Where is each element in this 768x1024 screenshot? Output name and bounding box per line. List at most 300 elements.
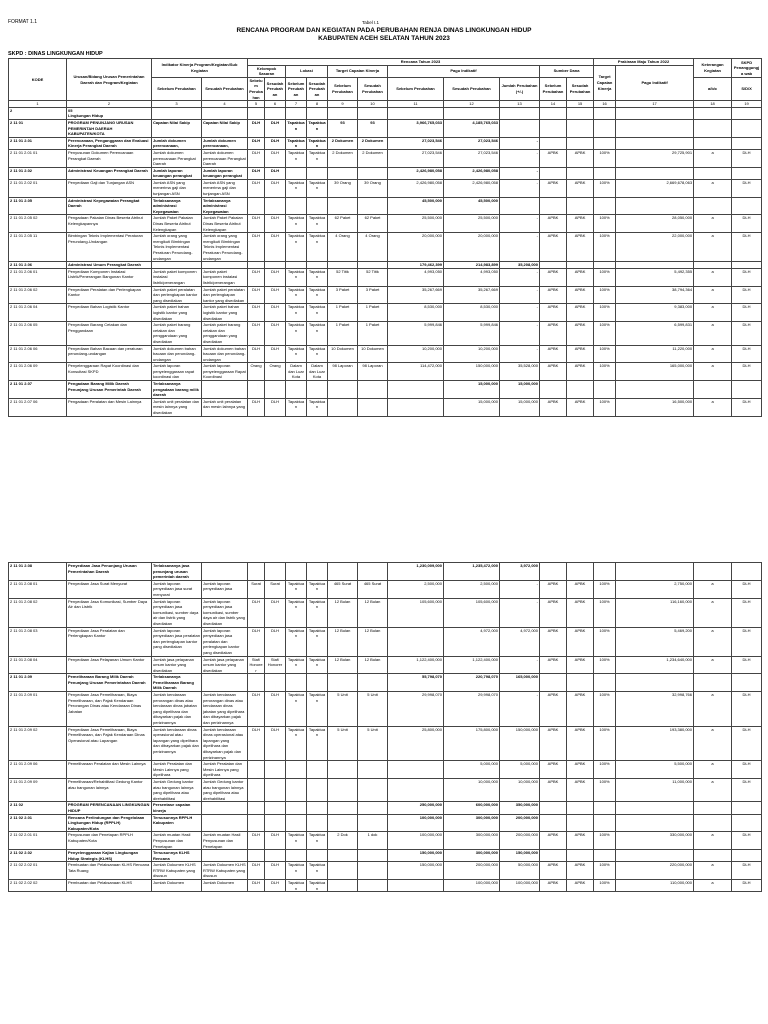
cell-name: Penyediaan Jasa Pelayanan Umum Kantor xyxy=(67,656,152,674)
cell-budget-change: - xyxy=(500,304,540,322)
header-sesudah: Sesudah Perubahan xyxy=(202,77,248,100)
cell-indicator-before: Jumlah kendaraan perorangan dinas atau kendaraan dinas jabatan yang dipelihara dan dibayarkan pajak dan perizinannya xyxy=(152,692,202,727)
cell-target-capaian xyxy=(594,119,616,137)
cell-fund-before: APBK xyxy=(540,832,567,850)
cell-skpd: DLH xyxy=(732,149,762,167)
header-target-capaian: Target Capaian Kinerja xyxy=(594,65,616,101)
cell-fund-before: APBK xyxy=(540,692,567,727)
cell-skpd: DLH xyxy=(732,233,762,262)
cell-location-after: Tapaktuan xyxy=(307,286,328,304)
cell-name: Penyediaan Jasa Surat Menyurat xyxy=(67,580,152,598)
cell-name: Penyediaan Jasa Penunjang Urusan Pemerintahan Daerah xyxy=(67,563,152,581)
cell-budget-change: - xyxy=(500,580,540,598)
cell-budget-after: 1,235,472,000 xyxy=(444,563,500,581)
cell-indicator-before: Jumlah laporan penyelenggaraan rapat koordinasi dan xyxy=(152,363,202,381)
cell-keterangan xyxy=(694,802,732,814)
table-row xyxy=(9,563,762,581)
cell-keterangan xyxy=(694,137,732,149)
cell-location-after: Dalam dan Luar Kota xyxy=(307,363,328,381)
cell-location-after: Tapaktuan xyxy=(307,345,328,363)
cell-group-before: DLH xyxy=(248,322,265,345)
cell-budget-before: 55,798,070 xyxy=(388,674,444,692)
cell-code: 2 11 01 2.08 03 xyxy=(9,627,67,656)
cell-keterangan xyxy=(694,107,732,119)
cell-target-after: 1 Paket xyxy=(358,304,388,322)
cell-name: Pembuatan dan Pelaksanaan KLHS xyxy=(67,880,152,892)
cell-skpd xyxy=(732,137,762,149)
cell-location-after: Tapaktuan xyxy=(307,398,328,416)
cell-pagu-indikatif xyxy=(616,262,694,269)
cell-keterangan: a xyxy=(694,268,732,286)
cell-group-before xyxy=(248,674,265,692)
cell-location-after xyxy=(307,761,328,779)
cell-indicator-before: Jumlah dokumen bahan bacaan dan perundang-undangan xyxy=(152,345,202,363)
cell-group-after: DLH xyxy=(265,345,286,363)
cell-skpd: DLH xyxy=(732,692,762,727)
cell-group-after: DLH xyxy=(265,215,286,233)
cell-budget-change: 200,000,000 xyxy=(500,832,540,850)
table-row xyxy=(9,580,762,598)
cell-target-before xyxy=(328,674,358,692)
cell-location-before: Tapaktuan xyxy=(286,598,307,627)
cell-target-capaian xyxy=(594,381,616,399)
table-body xyxy=(9,563,762,892)
cell-indicator-before: Jumlah Dokumen xyxy=(152,880,202,892)
cell-name: Penyediaan Bahan Bacaan dan peraturan perundang-undangan xyxy=(67,345,152,363)
cell-skpd xyxy=(732,381,762,399)
cell-budget-before: 4,993,050 xyxy=(388,268,444,286)
cell-location-after xyxy=(307,262,328,269)
header-rencana: Rencana Tahun 2023 xyxy=(248,59,594,66)
cell-budget-change: - xyxy=(500,345,540,363)
header-pagu: Pagu Indikatif xyxy=(388,65,540,77)
cell-budget-after: 1,122,400,000 xyxy=(444,656,500,674)
cell-skpd xyxy=(732,262,762,269)
cell-fund-before: APBK xyxy=(540,726,567,761)
cell-keterangan: a xyxy=(694,345,732,363)
cell-fund-after xyxy=(567,814,594,832)
cell-keterangan: a xyxy=(694,598,732,627)
cell-name: Pemeliharaan/Rehabilitasi Gedung Kantor atau bangunan lainnya xyxy=(67,778,152,801)
cell-pagu-indikatif: 5,500,000 xyxy=(616,761,694,779)
cell-name: Penyediaan Gaji dan Tunjangan ASN xyxy=(67,179,152,197)
cell-name: Pengadaan Peralatan dan Mesin Lainnya xyxy=(67,398,152,416)
cell-budget-after: 5,000,000 xyxy=(444,761,500,779)
table-row xyxy=(9,197,762,215)
cell-target-capaian: 100% xyxy=(594,832,616,850)
cell-budget-before: 100,000,000 xyxy=(388,814,444,832)
cell-target-after xyxy=(358,862,388,880)
cell-name: PROGRAM PENUNJANG URUSAN PEMERINTAH DAERAH KABUPATEN/KOTA xyxy=(67,119,152,137)
cell-group-before: DLH xyxy=(248,304,265,322)
cell-fund-after xyxy=(567,197,594,215)
cell-fund-before: APBK xyxy=(540,286,567,304)
cell-group-before: DLH xyxy=(248,233,265,262)
cell-keterangan: a xyxy=(694,627,732,656)
cell-indicator-before: Capaian Nilai Sakip xyxy=(152,119,202,137)
cell-location-after: Tapaktuan xyxy=(307,726,328,761)
document-subtitle: KABUPATEN ACEH SELATAN TAHUN 2023 xyxy=(318,35,450,42)
cell-pagu-indikatif: 11,220,000 xyxy=(616,345,694,363)
cell-skpd: DLH xyxy=(732,726,762,761)
cell-fund-before xyxy=(540,381,567,399)
cell-budget-change: 5,000,000 xyxy=(500,761,540,779)
cell-target-before: 98 Laporan xyxy=(328,363,358,381)
table-row xyxy=(9,179,762,197)
header-sesudah: Sesudah Perubahan xyxy=(265,77,286,100)
cell-budget-change: - xyxy=(500,167,540,179)
cell-budget-after: 4,993,050 xyxy=(444,268,500,286)
cell-name: Penyediaan Komponen Instalasi Listrik/Penerangan Bangunan Kantor xyxy=(67,268,152,286)
cell-budget-after: 200,000,000 xyxy=(444,862,500,880)
cell-location-before xyxy=(286,674,307,692)
cell-budget-after: 100,000,000 xyxy=(444,880,500,892)
cell-skpd xyxy=(732,107,762,119)
cell-keterangan xyxy=(694,262,732,269)
cell-target-capaian xyxy=(594,814,616,832)
cell-target-capaian: 100% xyxy=(594,179,616,197)
cell-fund-before xyxy=(540,119,567,137)
cell-budget-after: 175,800,000 xyxy=(444,726,500,761)
cell-name: Penyediaan Jasa Pemeliharaan, Biaya Pemeliharaan, dan Pajak Kendaraan Dinas Operasional atau Lapangan xyxy=(67,726,152,761)
table-row xyxy=(9,363,762,381)
cell-group-before xyxy=(248,850,265,862)
cell-target-capaian: 100% xyxy=(594,215,616,233)
cell-fund-after: APBK xyxy=(567,580,594,598)
cell-group-before xyxy=(248,761,265,779)
cell-skpd xyxy=(732,674,762,692)
cell-budget-after xyxy=(444,107,500,119)
cell-keterangan xyxy=(694,814,732,832)
cell-skpd: DLH xyxy=(732,179,762,197)
cell-code: 2 11 01 xyxy=(9,119,67,137)
cell-pagu-indikatif xyxy=(616,167,694,179)
index-cell: 9 xyxy=(328,101,358,108)
cell-location-before xyxy=(286,802,307,814)
cell-target-capaian xyxy=(594,802,616,814)
cell-budget-before: 3,966,765,033 xyxy=(388,119,444,137)
cell-target-capaian: 100% xyxy=(594,363,616,381)
cell-keterangan: a xyxy=(694,179,732,197)
cell-target-capaian xyxy=(594,262,616,269)
cell-target-capaian xyxy=(594,850,616,862)
cell-target-capaian: 100% xyxy=(594,286,616,304)
cell-skpd: DLH xyxy=(732,761,762,779)
cell-target-after xyxy=(358,761,388,779)
table-row xyxy=(9,233,762,262)
cell-indicator-before: Jumlah paket peralatan dan perlengkapan kantor yang disediakan xyxy=(152,286,202,304)
cell-budget-after: 10,200,000 xyxy=(444,345,500,363)
cell-skpd xyxy=(732,814,762,832)
cell-name: PROGRAM PERENCANAAN LINGKUNGAN HIDUP xyxy=(67,802,152,814)
cell-indicator-before: Jumlah Gedung kantor atau bangunan lainnya yang dipelihara atau direhabilitasi xyxy=(152,778,202,801)
cell-group-after: DLH xyxy=(265,304,286,322)
cell-indicator-after: Jumlah kendaraan dinas operasional atau lapangan yang dipelihara dan dibayarkan pajak dan perizinannya xyxy=(202,726,248,761)
cell-indicator-before: Jumlah orang yang mengikuti Bimbingan Teknis Implementasi Peraturan Perundang-undangan xyxy=(152,233,202,262)
header-keterangan: Keterangan Kegiatan xyxy=(694,59,732,78)
cell-location-before: Tapaktuan xyxy=(286,119,307,137)
cell-code: 2 11 01 2.07 06 xyxy=(9,398,67,416)
cell-indicator-after: Jumlah laporan penyediaan jasa xyxy=(202,580,248,598)
cell-fund-before: APBK xyxy=(540,862,567,880)
cell-skpd xyxy=(732,167,762,179)
header-sesudah: Sesudah Perubahan xyxy=(567,77,594,100)
cell-target-before: 1 Paket xyxy=(328,322,358,345)
cell-code: 2 11 01 2.06 02 xyxy=(9,286,67,304)
cell-fund-after: APBK xyxy=(567,778,594,801)
cell-code: 2 11 01 2.09 01 xyxy=(9,692,67,727)
cell-target-after xyxy=(358,563,388,581)
cell-skpd: DLH xyxy=(732,363,762,381)
cell-budget-after: 10,000,000 xyxy=(444,778,500,801)
cell-pagu-indikatif: 29,725,901 xyxy=(616,149,694,167)
cell-group-before: DLH xyxy=(248,137,265,149)
cell-indicator-after: Terlaksananya administrasi Kepegawaian xyxy=(202,197,248,215)
cell-indicator-before: Jumlah Dokumen KLHS RTRW Kabupaten yang disusun xyxy=(152,862,202,880)
cell-name: Administrasi Umum Perangkat Daerah xyxy=(67,262,152,269)
cell-keterangan xyxy=(694,381,732,399)
cell-fund-before: APBK xyxy=(540,627,567,656)
cell-pagu-indikatif xyxy=(616,850,694,862)
cell-skpd: DLH xyxy=(732,215,762,233)
cell-target-capaian: 100% xyxy=(594,656,616,674)
cell-target-after: 465 Surat xyxy=(358,580,388,598)
table-row xyxy=(9,107,762,119)
cell-target-before xyxy=(328,197,358,215)
cell-fund-before xyxy=(540,814,567,832)
table-row xyxy=(9,262,762,269)
index-cell: 15 xyxy=(567,101,594,108)
cell-budget-after: 35,267,669 xyxy=(444,286,500,304)
table-row xyxy=(9,726,762,761)
cell-code: 2 11 01 2.06 09 xyxy=(9,363,67,381)
cell-indicator-after: Jumlah laporan keuangan perangkat xyxy=(202,167,248,179)
cell-location-before xyxy=(286,107,307,119)
cell-target-after: 3 Paket xyxy=(358,286,388,304)
cell-fund-after: APBK xyxy=(567,363,594,381)
cell-target-before: 4 Orang xyxy=(328,233,358,262)
cell-target-capaian: 100% xyxy=(594,322,616,345)
cell-target-capaian: 100% xyxy=(594,598,616,627)
cell-budget-before: 150,000,000 xyxy=(388,862,444,880)
cell-indicator-after: Jumlah unit peralatan dan mesin lainnya yang xyxy=(202,398,248,416)
cell-target-before xyxy=(328,761,358,779)
cell-group-before xyxy=(248,107,265,119)
cell-budget-before: 25,800,000 xyxy=(388,726,444,761)
cell-keterangan: a xyxy=(694,304,732,322)
cell-indicator-after: Jumlah Paket Pakaian Dinas Beserta Atribut Kelengkapan xyxy=(202,215,248,233)
cell-skpd: DLH xyxy=(732,286,762,304)
cell-fund-after: APBK xyxy=(567,726,594,761)
cell-fund-after: APBK xyxy=(567,598,594,627)
cell-budget-change: 15,000,000 xyxy=(500,381,540,399)
cell-code: 2 11 01 2.08 02 xyxy=(9,598,67,627)
cell-code: 2 11 02 xyxy=(9,802,67,814)
cell-group-before: DLH xyxy=(248,880,265,892)
cell-target-before xyxy=(328,563,358,581)
cell-code: 2 11 02 2.02 01 xyxy=(9,862,67,880)
cell-location-after: Tapaktuan xyxy=(307,580,328,598)
cell-group-before: DLH xyxy=(248,832,265,850)
cell-skpd: DLH xyxy=(732,304,762,322)
cell-fund-before: APBK xyxy=(540,880,567,892)
cell-indicator-after: Jumlah paket komponen instalasi listrik/penerangan xyxy=(202,268,248,286)
table-row xyxy=(9,627,762,656)
cell-location-after: Tapaktuan xyxy=(307,322,328,345)
header-sebelum: Sebelum Perubahan xyxy=(540,77,567,100)
cell-group-after xyxy=(265,197,286,215)
cell-group-before: DLH xyxy=(248,692,265,727)
cell-location-before xyxy=(286,814,307,832)
table-row xyxy=(9,761,762,779)
cell-group-after: DLH xyxy=(265,322,286,345)
table-row xyxy=(9,398,762,416)
cell-fund-after xyxy=(567,167,594,179)
cell-indicator-after: Jumlah ASN yang menerima gaji dan tunjangan ASN xyxy=(202,179,248,197)
index-cell: 12 xyxy=(444,101,500,108)
table-row xyxy=(9,778,762,801)
cell-budget-after: 105,600,000 xyxy=(444,598,500,627)
cell-pagu-indikatif: 330,000,000 xyxy=(616,832,694,850)
cell-fund-after xyxy=(567,381,594,399)
cell-indicator-after xyxy=(202,563,248,581)
cell-fund-after xyxy=(567,137,594,149)
cell-budget-before xyxy=(388,398,444,416)
cell-budget-after: 29,998,070 xyxy=(444,692,500,727)
cell-target-before: 465 Surat xyxy=(328,580,358,598)
header-sumber: Sumber Dana xyxy=(540,65,594,77)
cell-keterangan: a xyxy=(694,880,732,892)
cell-indicator-before: Jumlah dokumen perencanaan Perangkat Daerah xyxy=(152,149,202,167)
cell-location-after xyxy=(307,674,328,692)
cell-fund-before: APBK xyxy=(540,215,567,233)
cell-indicator-before: Jumlah laporan keuangan perangkat xyxy=(152,167,202,179)
cell-target-capaian: 100% xyxy=(594,880,616,892)
cell-location-before xyxy=(286,778,307,801)
header-indikator: Indikator Kinerja Program/Kegiatan/Sub Kegiatan xyxy=(152,59,248,78)
cell-budget-change xyxy=(500,197,540,215)
cell-skpd xyxy=(732,802,762,814)
cell-name: Penyelenggaraan Rapat Koordinasi dan Konsultasi SKPD xyxy=(67,363,152,381)
cell-location-after: Tapaktuan xyxy=(307,119,328,137)
cell-fund-after: APBK xyxy=(567,692,594,727)
cell-target-before xyxy=(328,381,358,399)
skpd-label: SKPD : DINAS LINGKUNGAN HIDUP xyxy=(8,51,103,57)
cell-indicator-after: Jumlah paket barang cetakan dan penggandaan yang disediakan xyxy=(202,322,248,345)
cell-pagu-indikatif: 6,599,831 xyxy=(616,322,694,345)
cell-code: 2 11 01 2.02 xyxy=(9,167,67,179)
cell-target-before: 12 Bulan xyxy=(328,598,358,627)
cell-indicator-before: Jumlah dokumen perencanaan, xyxy=(152,137,202,149)
cell-location-before: Dalam dan Luar Kota xyxy=(286,363,307,381)
cell-budget-after: 600,000,000 xyxy=(444,802,500,814)
cell-pagu-indikatif: 110,000,000 xyxy=(616,880,694,892)
cell-pagu-indikatif: 22,000,000 xyxy=(616,233,694,262)
cell-code: 2 11 01 2.05 11 xyxy=(9,233,67,262)
cell-budget-before: 105,600,000 xyxy=(388,598,444,627)
cell-location-before: Tapaktuan xyxy=(286,862,307,880)
cell-pagu-indikatif: 116,160,000 xyxy=(616,598,694,627)
cell-budget-change xyxy=(500,107,540,119)
table-number: Tabel I.1 xyxy=(362,20,380,25)
cell-group-after: DLH xyxy=(265,692,286,727)
cell-keterangan: a xyxy=(694,778,732,801)
cell-location-after: Tapaktuan xyxy=(307,880,328,892)
cell-pagu-indikatif xyxy=(616,197,694,215)
cell-fund-before: APBK xyxy=(540,268,567,286)
cell-keterangan xyxy=(694,563,732,581)
table-row xyxy=(9,268,762,286)
cell-fund-before: APBK xyxy=(540,598,567,627)
cell-location-before: Tapaktuan xyxy=(286,304,307,322)
cell-budget-after: 20,000,000 xyxy=(444,233,500,262)
cell-skpd: DLH xyxy=(732,322,762,345)
header-skpd: SKPD Penanggungja wab xyxy=(732,59,762,78)
table-row xyxy=(9,656,762,674)
cell-target-after: 12 Bulan xyxy=(358,656,388,674)
cell-location-after: Tapaktuan xyxy=(307,832,328,850)
cell-fund-after xyxy=(567,850,594,862)
cell-location-before xyxy=(286,761,307,779)
table-row xyxy=(9,850,762,862)
cell-budget-before xyxy=(388,107,444,119)
cell-budget-before xyxy=(388,880,444,892)
cell-target-before xyxy=(328,814,358,832)
cell-budget-change: 4,972,000 xyxy=(500,627,540,656)
cell-fund-before xyxy=(540,137,567,149)
cell-budget-after: 4,972,000 xyxy=(444,627,500,656)
cell-target-before: 5 Unit xyxy=(328,726,358,761)
cell-group-before xyxy=(248,802,265,814)
cell-group-after: DLH xyxy=(265,179,286,197)
table-row xyxy=(9,167,762,179)
cell-budget-before: 1,122,400,000 xyxy=(388,656,444,674)
cell-fund-after: APBK xyxy=(567,149,594,167)
cell-indicator-before: Jumlah paket bahan logistik kantor yang disediakan xyxy=(152,304,202,322)
cell-target-before xyxy=(328,862,358,880)
cell-indicator-before xyxy=(152,262,202,269)
index-cell: 6 xyxy=(265,101,286,108)
cell-group-after: DLH xyxy=(265,726,286,761)
cell-budget-after: 8,530,000 xyxy=(444,304,500,322)
index-cell: 8 xyxy=(307,101,328,108)
cell-code: 2 11 01 2.09 09 xyxy=(9,778,67,801)
cell-skpd: DLH xyxy=(732,778,762,801)
cell-indicator-after: Jumlah Dokumen xyxy=(202,880,248,892)
cell-keterangan: a xyxy=(694,832,732,850)
cell-skpd xyxy=(732,850,762,862)
cell-keterangan: a xyxy=(694,398,732,416)
cell-target-capaian: 100% xyxy=(594,726,616,761)
cell-group-after: DLH xyxy=(265,119,286,137)
cell-target-capaian xyxy=(594,563,616,581)
cell-target-before xyxy=(328,398,358,416)
cell-location-before xyxy=(286,850,307,862)
cell-budget-before: 179,462,399 xyxy=(388,262,444,269)
cell-pagu-indikatif: 28,050,000 xyxy=(616,215,694,233)
cell-fund-after: APBK xyxy=(567,304,594,322)
cell-group-before: Orang xyxy=(248,363,265,381)
program-table-continued xyxy=(8,562,762,892)
table-row xyxy=(9,149,762,167)
cell-group-before: DLH xyxy=(248,119,265,137)
cell-pagu-indikatif: 16,500,000 xyxy=(616,398,694,416)
cell-indicator-after: Jumlah dokumen bahan bacaan dan perundang-undangan xyxy=(203,345,246,362)
cell-name: Bimbingan Teknis Implementasi Peraturan Perundang-Undangan xyxy=(67,233,152,262)
cell-group-after: DLH xyxy=(265,398,286,416)
cell-group-after: DLH xyxy=(265,149,286,167)
cell-keterangan: a xyxy=(694,322,732,345)
